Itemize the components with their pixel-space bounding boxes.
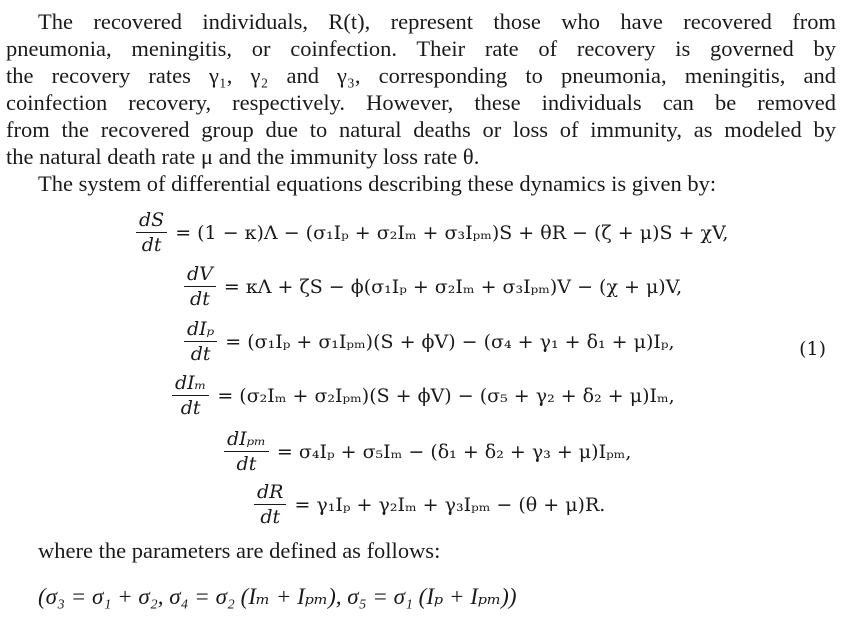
derivative-denominator: dt (260, 506, 281, 528)
paragraph-line: pneumonia, meningitis, or coinfection. Their rate of recovery is governed by (6, 36, 836, 61)
derivative-fraction (254, 481, 286, 528)
equation-rhs: = κΛ + ζS − ϕ(σ₁Iₚ + σ₂Iₘ + σ₃Iₚₘ)V − (χ + μ)V, (223, 275, 683, 298)
equation-rhs: = (1 − κ)Λ − (σ₁Iₚ + σ₂Iₘ + σ₃Iₚₘ)S + θR − (ζ + μ)S + χV, (175, 221, 729, 244)
derivative-denominator: dt (236, 453, 257, 475)
equation-dIpm (224, 428, 631, 475)
derivative-fraction (172, 372, 209, 419)
derivative-denominator: dt (190, 343, 211, 365)
equation-rhs: = γ₁Iₚ + γ₂Iₘ + γ₃Iₚₘ − (θ + μ)R. (294, 493, 606, 516)
derivative-numerator: dV (184, 263, 216, 287)
derivative-fraction (224, 428, 269, 475)
equation-dIm (172, 372, 675, 419)
derivative-numerator: dR (254, 481, 286, 505)
derivative-fraction (136, 209, 167, 256)
derivative-numerator: dIₘ (172, 372, 209, 396)
equation-dR (254, 481, 605, 528)
derivative-fraction (184, 318, 217, 365)
paragraph-line: the recovery rates γ₁, γ₂ and γ₃, corresponding to pneumonia, meningitis, and (6, 63, 836, 88)
equation-dS (136, 209, 728, 256)
paragraph-line: from the recovered group due to natural deaths or loss of immunity, as modeled by (6, 117, 836, 142)
derivative-fraction (184, 263, 216, 310)
equation-number: (1) (799, 338, 826, 360)
parameters-intro: where the parameters are defined as follows: (38, 538, 441, 563)
derivative-numerator: dS (136, 209, 167, 233)
system-intro-line: The system of differential equations describing these dynamics is given by: (38, 171, 717, 196)
derivative-numerator: dIₚ (184, 318, 217, 342)
equation-dV (184, 263, 682, 310)
derivative-denominator: dt (180, 397, 201, 419)
paragraph-line: the natural death rate μ and the immunity loss rate θ. (6, 144, 480, 169)
paragraph-line: The recovered individuals, R(t), represent those who have recovered from (38, 9, 836, 34)
paragraph-line: coinfection recovery, respectively. However, these individuals can be removed (6, 90, 836, 115)
derivative-denominator: dt (141, 234, 162, 256)
derivative-numerator: dIₚₘ (224, 428, 269, 452)
equation-dIp (184, 318, 675, 365)
equation-rhs: = σ₄Iₚ + σ₅Iₘ − (δ₁ + δ₂ + γ₃ + μ)Iₚₘ, (276, 440, 632, 463)
equation-rhs: = (σ₂Iₘ + σ₂Iₚₘ)(S + ϕV) − (σ₅ + γ₂ + δ₂ + μ)Iₘ, (217, 384, 675, 407)
recovered-paragraph (6, 8, 836, 197)
derivative-denominator: dt (190, 288, 210, 310)
equation-rhs: = (σ₁Iₚ + σ₁Iₚₘ)(S + ϕV) − (σ₄ + γ₁ + δ₁ + μ)Iₚ, (225, 330, 675, 353)
parameter-definitions: (σ₃ = σ₁ + σ₂, σ₄ = σ₂ (Iₘ + Iₚₘ), σ₅ = σ₁ (Iₚ + Iₚₘ)) (38, 584, 517, 609)
